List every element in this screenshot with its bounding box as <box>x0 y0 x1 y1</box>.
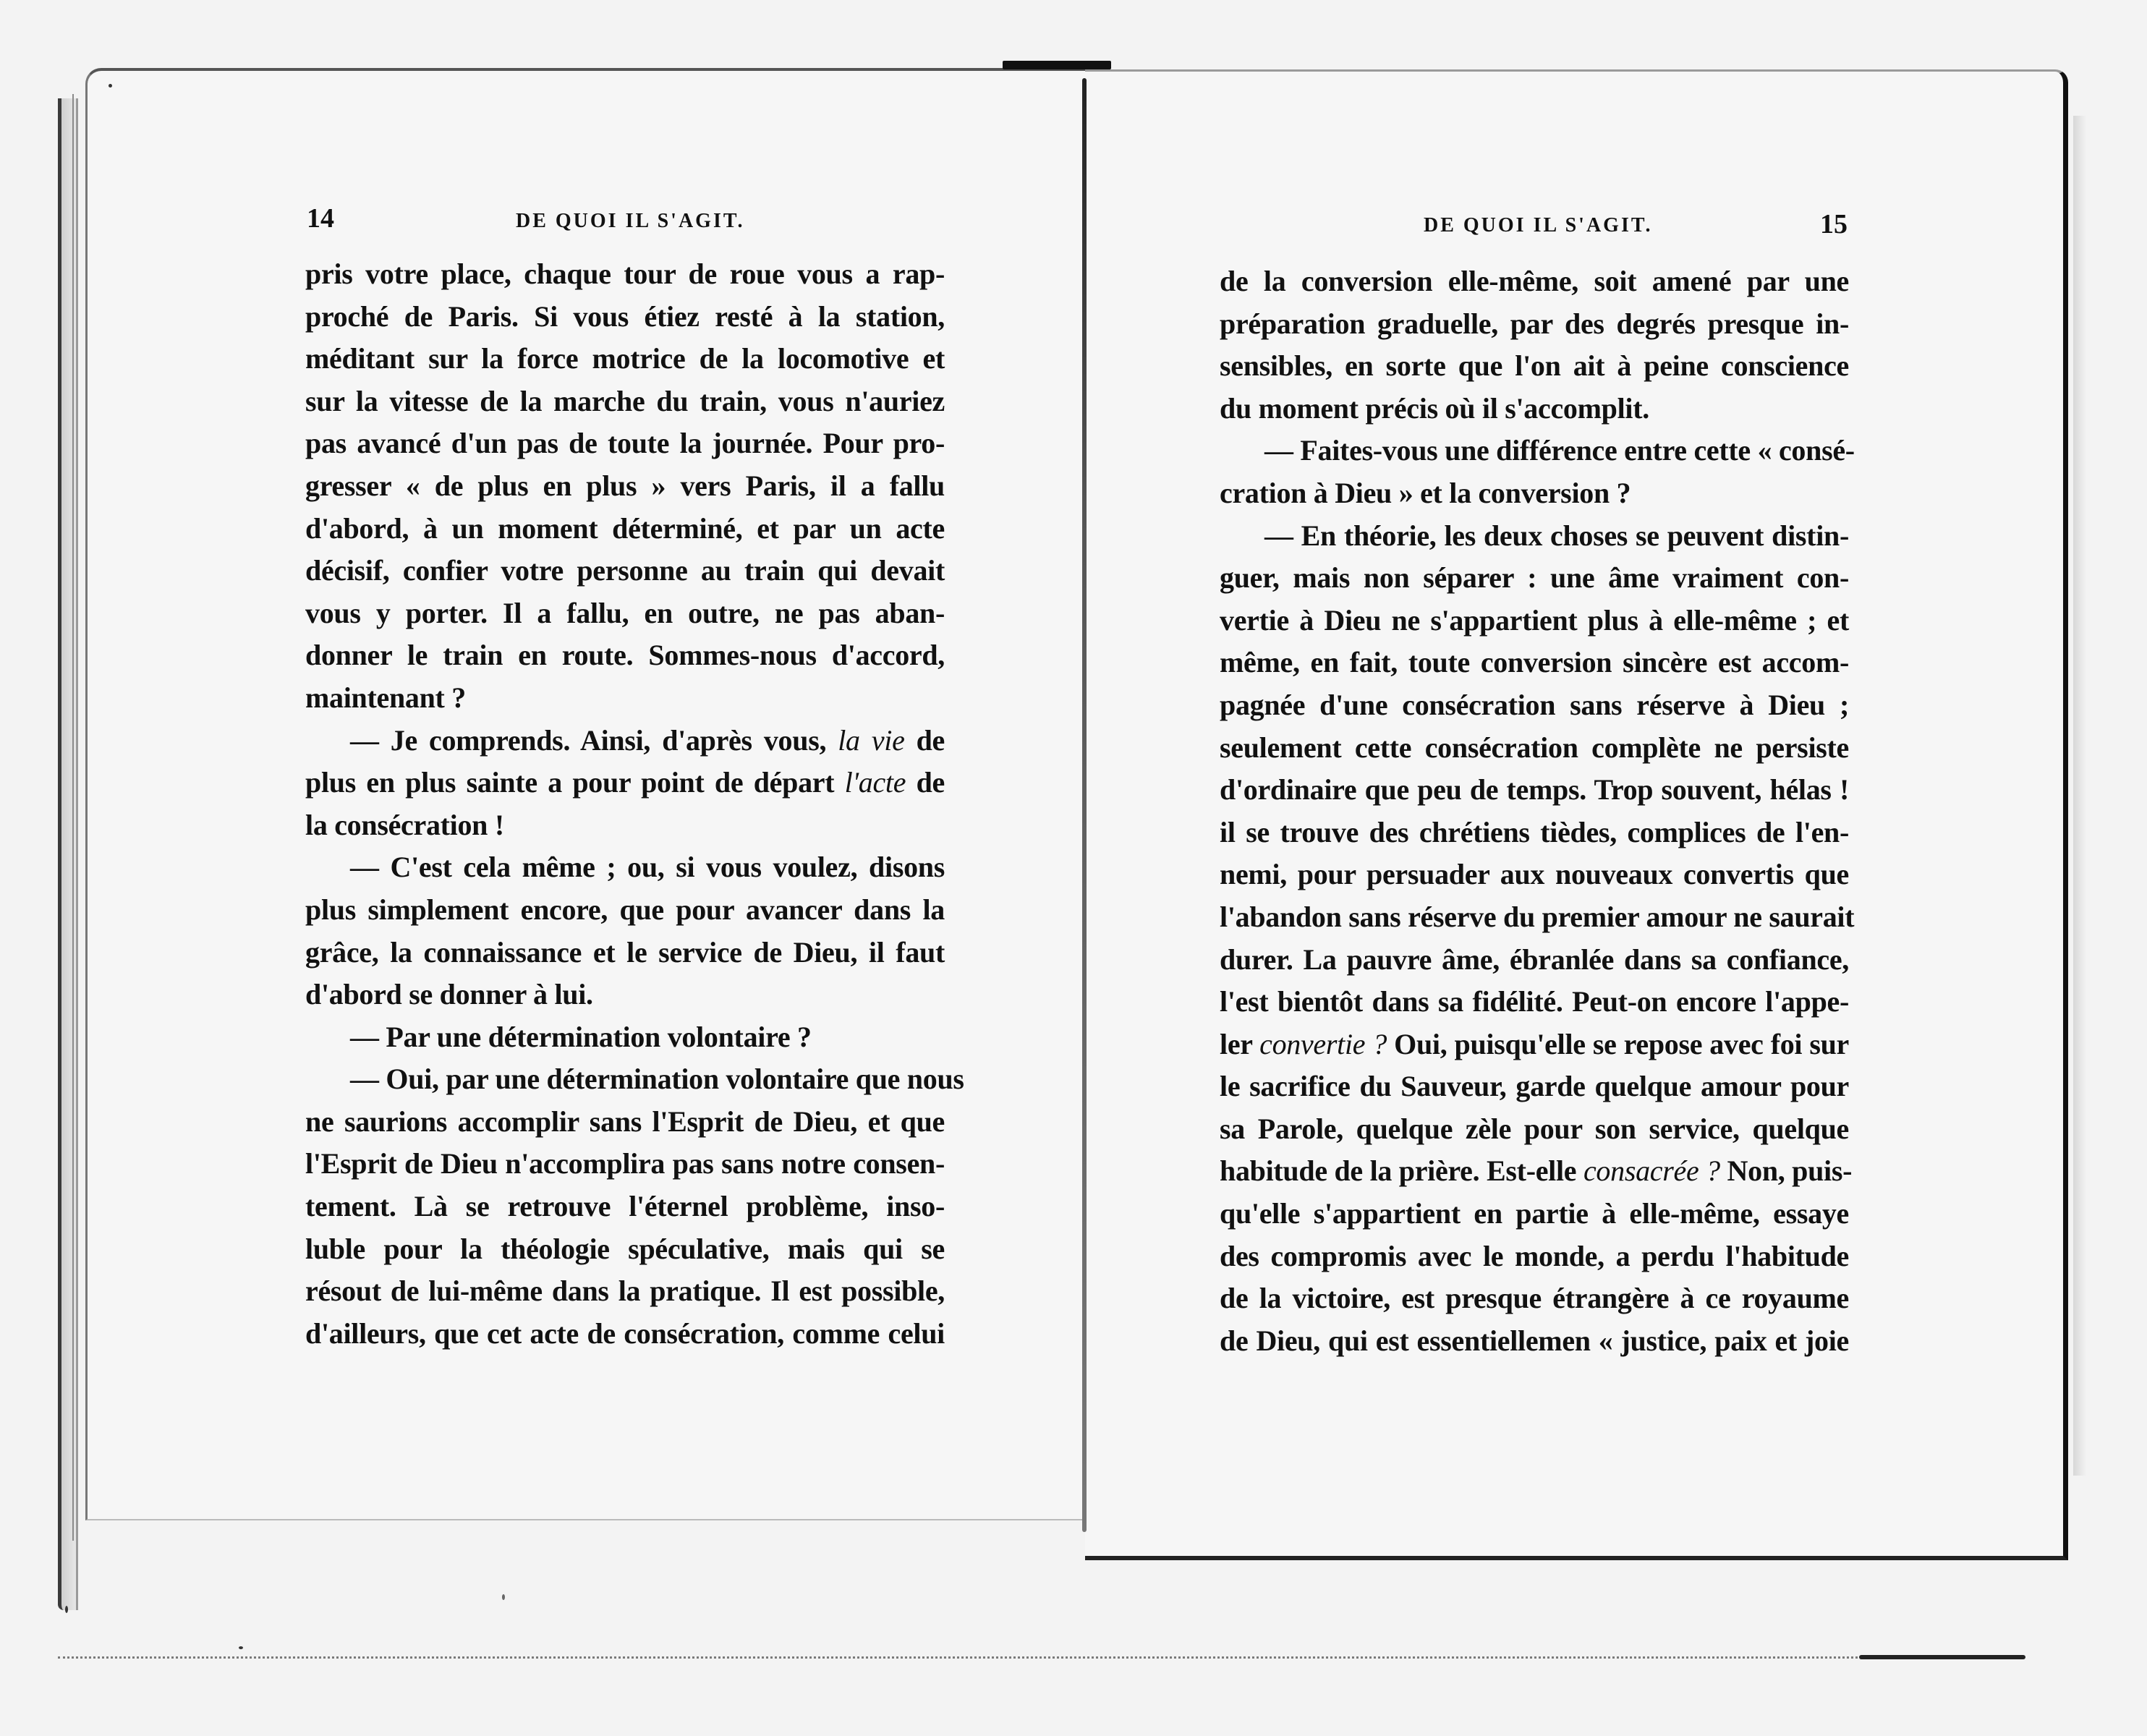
text-line: ne saurions accomplir sans l'Esprit de Dieu, et que <box>305 1105 945 1138</box>
italic-emphasis: la vie <box>838 723 905 757</box>
right-edge-shadow <box>2073 116 2086 1476</box>
text-line: — En théorie, les deux choses se peuvent distin- <box>1264 519 1849 552</box>
text-line: préparation graduelle, par des degrés presque in- <box>1220 307 1849 340</box>
text-line: il se trouve des chrétiens tièdes, complices de l'en- <box>1220 815 1849 848</box>
text-line: l'abandon sans réserve du premier amour ne saurait <box>1220 900 1855 933</box>
text-line: cration à Dieu » et la conversion ? <box>1220 476 1631 509</box>
text-line: guer, mais non séparer : une âme vraiment con- <box>1220 561 1849 595</box>
right-running-head: DE QUOI IL S'AGIT. <box>1424 214 1653 237</box>
scan-speck <box>239 1646 243 1649</box>
right-page-body <box>1220 260 1855 1362</box>
text-line: maintenant ? <box>305 681 466 714</box>
text-line: vertie à Dieu ne s'appartient plus à elle-même ; et <box>1220 603 1849 637</box>
text-line: habitude de la prière. Est-elle consacrée ? Non, puis- <box>1220 1154 1853 1188</box>
left-running-head: DE QUOI IL S'AGIT. <box>516 210 745 232</box>
right-page-number: 15 <box>1820 209 1848 239</box>
bottom-cover-edge <box>1859 1655 2025 1659</box>
text-line: — C'est cela même ; ou, si vous voulez, disons <box>350 851 945 884</box>
text-line: donner le train en route. Sommes-nous d'accord, <box>305 639 945 672</box>
text-line: sensibles, en sorte que l'on ait à peine conscience <box>1220 349 1849 383</box>
text-line: pas avancé d'un pas de toute la journée. Pour pro- <box>305 427 945 460</box>
text-line: ler convertie ? Oui, puisqu'elle se repose avec foi sur <box>1220 1027 1850 1060</box>
text-line: du moment précis où il s'accomplit. <box>1220 391 1649 425</box>
text-line: d'ordinaire que peu de temps. Trop souvent, hélas ! <box>1220 773 1849 807</box>
text-line: de la victoire, est presque étrangère à ce royaume <box>1220 1282 1849 1315</box>
text-line: d'abord se donner à lui. <box>305 978 593 1011</box>
text-line: même, en fait, toute conversion sincère est accom- <box>1220 646 1849 679</box>
text-line: des compromis avec le monde, a perdu l'habitude <box>1220 1239 1849 1272</box>
italic-emphasis: convertie ? <box>1259 1027 1387 1060</box>
text-line: méditant sur la force motrice de la locomotive et <box>305 342 945 375</box>
page-stack-edge-inner <box>72 94 84 1541</box>
text-line: la consécration ! <box>305 808 504 841</box>
text-line: nemi, pour persuader aux nouveaux convertis que <box>1220 858 1849 891</box>
text-line: l'Esprit de Dieu n'accomplira pas sans notre consen- <box>305 1147 945 1180</box>
scan-speck <box>502 1594 505 1600</box>
text-line: plus en plus sainte a pour point de départ l'acte de <box>305 766 945 799</box>
left-page-number: 14 <box>307 203 334 234</box>
text-line: qu'elle s'appartient en partie à elle-même, essaye <box>1220 1197 1849 1230</box>
text-line: proché de Paris. Si vous étiez resté à la station, <box>305 299 945 333</box>
bottom-leaf-edge <box>58 1656 1866 1659</box>
text-line: grâce, la connaissance et le service de Dieu, il faut <box>305 935 945 969</box>
text-line: d'abord, à un moment déterminé, et par un acte <box>305 511 945 545</box>
text-line: l'est bientôt dans sa fidélité. Peut-on encore l'appe- <box>1220 985 1849 1018</box>
spine-top-cap <box>1003 61 1111 69</box>
text-line: durer. La pauvre âme, ébranlée dans sa confiance, <box>1220 943 1849 976</box>
text-line: de Dieu, qui est essentiellemen « justice, paix et joie <box>1220 1324 1849 1357</box>
scan-speck <box>109 84 112 88</box>
text-line: de la conversion elle-même, soit amené par une <box>1220 265 1849 297</box>
text-line: — Oui, par une détermination volontaire que nous <box>350 1063 964 1096</box>
left-page-body <box>305 253 964 1355</box>
text-line: gresser « de plus en plus » vers Paris, il a fallu <box>305 469 945 502</box>
text-line: seulement cette consécration complète ne persiste <box>1220 731 1849 764</box>
text-line: pagnée d'une consécration sans réserve à Dieu ; <box>1220 688 1849 721</box>
gutter-spine <box>1082 78 1087 1532</box>
text-line: sa Parole, quelque zèle pour son service, quelque <box>1220 1112 1849 1145</box>
italic-emphasis: l'acte <box>844 766 906 799</box>
text-line: résout de lui-même dans la pratique. Il est possible, <box>305 1275 945 1308</box>
text-line: décisif, confier votre personne au train qui devait <box>305 554 945 587</box>
text-line: — Faites-vous une différence entre cette « consé- <box>1264 434 1855 467</box>
text-line: tement. Là se retrouve l'éternel problème, inso- <box>305 1190 945 1223</box>
italic-emphasis: consacrée ? <box>1583 1154 1720 1188</box>
text-line: d'ailleurs, que cet acte de consécration, comme celui <box>305 1316 945 1350</box>
text-line: plus simplement encore, que pour avancer dans la <box>305 893 945 926</box>
text-line: vous y porter. Il a fallu, en outre, ne pas aban- <box>305 596 945 629</box>
text-line: luble pour la théologie spéculative, mais qui se <box>305 1232 945 1265</box>
text-line: — Je comprends. Ainsi, d'après vous, la vie de <box>350 723 945 757</box>
text-line: sur la vitesse de la marche du train, vous n'auriez <box>305 384 945 417</box>
text-line: — Par une détermination volontaire ? <box>350 1020 812 1053</box>
text-line: pris votre place, chaque tour de roue vous a rap- <box>305 258 945 290</box>
text-line: le sacrifice du Sauveur, garde quelque amour pour <box>1220 1070 1849 1103</box>
scan-speck <box>65 1606 68 1613</box>
